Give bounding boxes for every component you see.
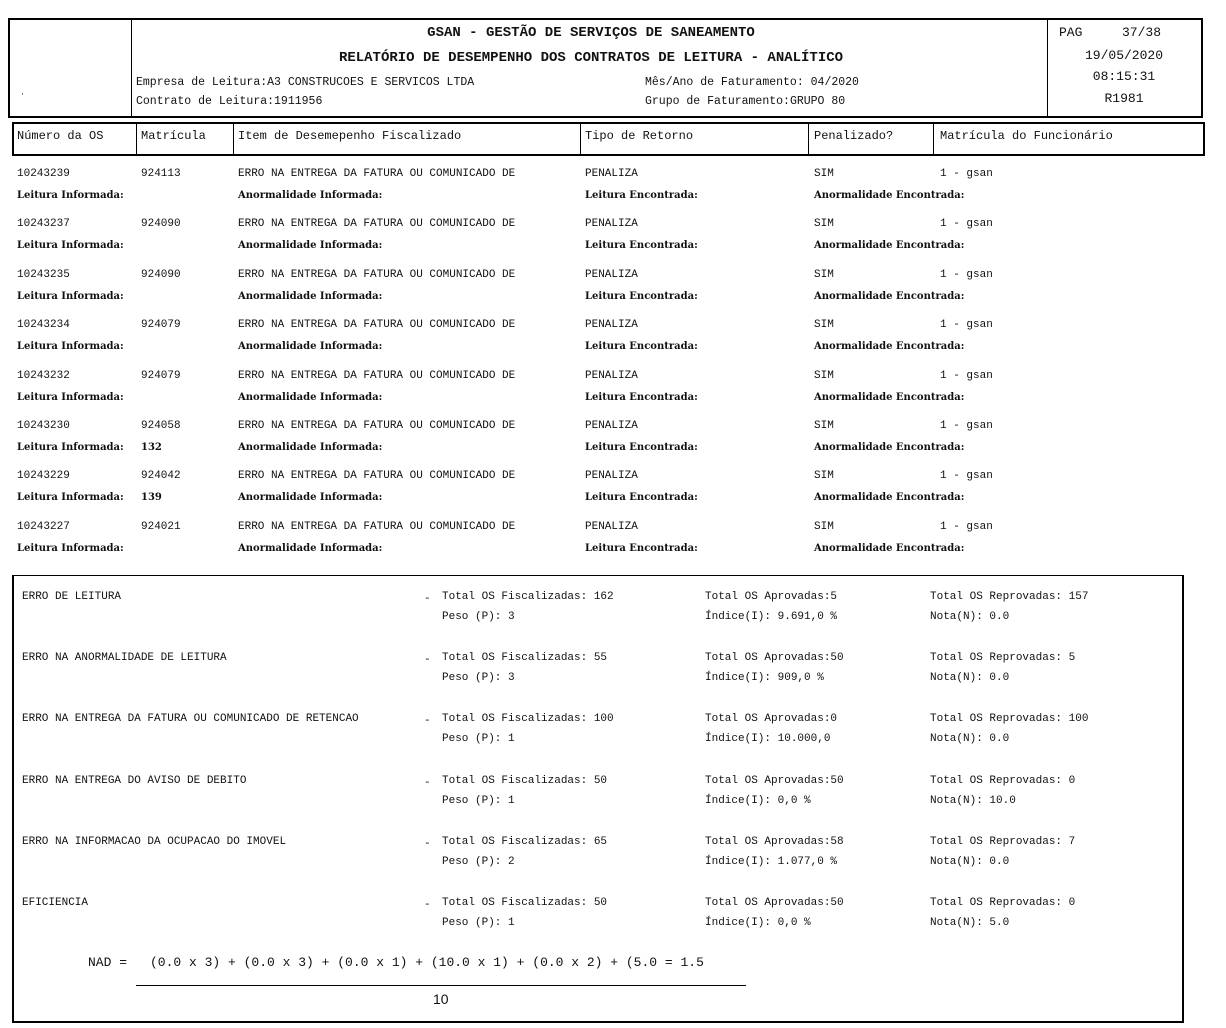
anormalidade-informada-label: Anormalidade Informada: (238, 291, 383, 302)
leitura-encontrada-label: Leitura Encontrada: (585, 341, 698, 352)
matricula-funcionario: 1 - gsan (940, 218, 993, 230)
report-title: RELATÓRIO DE DESEMPENHO DOS CONTRATOS DE LEITURA - ANALÍTICO (338, 50, 844, 66)
page-number: 37/38 (1122, 25, 1162, 40)
col-tipo-retorno: Tipo de Retorno (585, 129, 694, 143)
leitura-informada-label: Leitura Informada: (17, 341, 124, 352)
nad-formula: (0.0 x 3) + (0.0 x 3) + (0.0 x 1) + (10.0 x 1) + (0.0 x 2) + (5.0 = 1.5 (150, 955, 704, 970)
os-number: 10243227 (17, 521, 70, 533)
mes-value: 04/2020 (810, 76, 859, 89)
os-number: 10243237 (17, 218, 70, 230)
summary-item-name: ERRO DE LEITURA (22, 591, 122, 603)
nota: Nota(N): 0.0 (930, 672, 1010, 684)
indice: Índice(I): 0,0 % (705, 917, 811, 929)
tipo-retorno: PENALIZA (585, 521, 638, 533)
matricula: 924058 (141, 420, 181, 432)
anormalidade-encontrada-label: Anormalidade Encontrada: (814, 442, 965, 453)
anormalidade-informada-label: Anormalidade Informada: (238, 341, 383, 352)
col-divider-1 (136, 122, 137, 156)
os-number: 10243239 (17, 168, 70, 180)
col-penalizado: Penalizado? (814, 129, 894, 143)
leitura-encontrada-label: Leitura Encontrada: (585, 240, 698, 251)
summary-dash: - (424, 654, 431, 666)
total-reprovadas: Total OS Reprovadas: 100 (930, 713, 1089, 725)
total-fiscalizadas: Total OS Fiscalizadas: 55 (442, 652, 608, 664)
matricula-funcionario: 1 - gsan (940, 319, 993, 331)
matricula: 924079 (141, 370, 181, 382)
item-desempenho: ERRO NA ENTREGA DA FATURA OU COMUNICADO DE (238, 269, 516, 281)
leitura-encontrada-label: Leitura Encontrada: (585, 392, 698, 403)
grupo-value: GRUPO 80 (789, 95, 846, 108)
summary-item-name: ERRO NA INFORMACAO DA OCUPACAO DO IMOVEL (22, 836, 287, 848)
total-aprovadas: Total OS Aprovadas:0 (705, 713, 838, 725)
page-label: PAG (1059, 25, 1083, 40)
summary-item-name: ERRO NA ENTREGA DA FATURA OU COMUNICADO DE RETENCAO (22, 713, 359, 725)
leitura-informada-label: Leitura Informada: (17, 543, 124, 554)
matricula: 924042 (141, 470, 181, 482)
report-time: 08:15:31 (1092, 69, 1156, 84)
peso: Peso (P): 1 (442, 795, 515, 807)
leitura-informada-label: Leitura Informada: (17, 392, 124, 403)
anormalidade-encontrada-label: Anormalidade Encontrada: (814, 291, 965, 302)
anormalidade-informada-label: Anormalidade Informada: (238, 392, 383, 403)
summary-item-name: ERRO NA ANORMALIDADE DE LEITURA (22, 652, 227, 664)
os-number: 10243235 (17, 269, 70, 281)
grupo-line (645, 95, 845, 108)
indice: Índice(I): 0,0 % (705, 795, 811, 807)
item-desempenho: ERRO NA ENTREGA DA FATURA OU COMUNICADO DE (238, 420, 516, 432)
empresa-label: Empresa de Leitura: (136, 76, 268, 89)
anormalidade-encontrada-label: Anormalidade Encontrada: (814, 341, 965, 352)
report-date: 19/05/2020 (1084, 48, 1163, 63)
total-aprovadas: Total OS Aprovadas:50 (705, 652, 844, 664)
col-divider-5 (933, 122, 934, 156)
item-desempenho: ERRO NA ENTREGA DA FATURA OU COMUNICADO DE (238, 168, 516, 180)
total-fiscalizadas: Total OS Fiscalizadas: 162 (442, 591, 614, 603)
col-divider-3 (580, 122, 581, 156)
total-aprovadas: Total OS Aprovadas:5 (705, 591, 838, 603)
indice: Índice(I): 10.000,0 (705, 733, 831, 745)
anormalidade-encontrada-label: Anormalidade Encontrada: (814, 492, 965, 503)
peso: Peso (P): 1 (442, 733, 515, 745)
leitura-informada-label: Leitura Informada: (17, 190, 124, 201)
matricula: 924113 (141, 168, 181, 180)
mes-line (645, 76, 859, 89)
leitura-encontrada-label: Leitura Encontrada: (585, 492, 698, 503)
tipo-retorno: PENALIZA (585, 319, 638, 331)
matricula-funcionario: 1 - gsan (940, 370, 993, 382)
system-title: GSAN - GESTÃO DE SERVIÇOS DE SANEAMENTO (427, 25, 755, 41)
tipo-retorno: PENALIZA (585, 370, 638, 382)
penalizado: SIM (814, 319, 834, 331)
matricula-funcionario: 1 - gsan (940, 420, 993, 432)
leitura-informada-label: Leitura Informada: (17, 240, 124, 251)
penalizado: SIM (814, 521, 834, 533)
contrato-value: 1911956 (274, 95, 323, 108)
total-fiscalizadas: Total OS Fiscalizadas: 50 (442, 897, 608, 909)
item-desempenho: ERRO NA ENTREGA DA FATURA OU COMUNICADO DE (238, 370, 516, 382)
leitura-encontrada-label: Leitura Encontrada: (585, 543, 698, 554)
col-divider-4 (808, 122, 809, 156)
empresa-value: A3 CONSTRUCOES E SERVICOS LTDA (267, 76, 475, 89)
total-reprovadas: Total OS Reprovadas: 0 (930, 897, 1076, 909)
summary-item-name: EFICIENCIA (22, 897, 89, 909)
summary-dash: - (424, 593, 431, 605)
col-divider-2 (233, 122, 234, 156)
tipo-retorno: PENALIZA (585, 269, 638, 281)
peso: Peso (P): 3 (442, 611, 515, 623)
nota: Nota(N): 0.0 (930, 611, 1010, 623)
anormalidade-informada-label: Anormalidade Informada: (238, 190, 383, 201)
matricula: 924090 (141, 218, 181, 230)
anormalidade-encontrada-label: Anormalidade Encontrada: (814, 190, 965, 201)
tipo-retorno: PENALIZA (585, 420, 638, 432)
total-reprovadas: Total OS Reprovadas: 5 (930, 652, 1076, 664)
os-number: 10243230 (17, 420, 70, 432)
total-fiscalizadas: Total OS Fiscalizadas: 50 (442, 775, 608, 787)
summary-dash: - (424, 777, 431, 789)
anormalidade-encontrada-label: Anormalidade Encontrada: (814, 392, 965, 403)
summary-dash: - (424, 715, 431, 727)
anormalidade-informada-label: Anormalidade Informada: (238, 492, 383, 503)
tipo-retorno: PENALIZA (585, 470, 638, 482)
leitura-informada-value: 132 (141, 442, 162, 453)
anormalidade-encontrada-label: Anormalidade Encontrada: (814, 240, 965, 251)
anormalidade-informada-label: Anormalidade Informada: (238, 240, 383, 251)
leitura-informada-label: Leitura Informada: (17, 442, 124, 453)
penalizado: SIM (814, 218, 834, 230)
summary-dash: - (424, 899, 431, 911)
summary-item-name: ERRO NA ENTREGA DO AVISO DE DEBITO (22, 775, 247, 787)
indice: Índice(I): 909,0 % (705, 672, 824, 684)
matricula: 924021 (141, 521, 181, 533)
indice: Índice(I): 9.691,0 % (705, 611, 838, 623)
leitura-informada-label: Leitura Informada: (17, 291, 124, 302)
total-aprovadas: Total OS Aprovadas:58 (705, 836, 844, 848)
col-matricula: Matrícula (141, 129, 206, 143)
matricula: 924079 (141, 319, 181, 331)
total-reprovadas: Total OS Reprovadas: 0 (930, 775, 1076, 787)
os-number: 10243234 (17, 319, 70, 331)
total-aprovadas: Total OS Aprovadas:50 (705, 775, 844, 787)
item-desempenho: ERRO NA ENTREGA DA FATURA OU COMUNICADO DE (238, 521, 516, 533)
os-number: 10243232 (17, 370, 70, 382)
penalizado: SIM (814, 168, 834, 180)
penalizado: SIM (814, 470, 834, 482)
total-reprovadas: Total OS Reprovadas: 157 (930, 591, 1089, 603)
nota: Nota(N): 5.0 (930, 917, 1010, 929)
peso: Peso (P): 2 (442, 856, 515, 868)
penalizado: SIM (814, 370, 834, 382)
tipo-retorno: PENALIZA (585, 218, 638, 230)
total-reprovadas: Total OS Reprovadas: 7 (930, 836, 1076, 848)
empresa-line (136, 76, 474, 89)
nad-fraction-line (136, 985, 746, 986)
col-matricula-func: Matrícula do Funcionário (940, 129, 1113, 143)
anormalidade-encontrada-label: Anormalidade Encontrada: (814, 543, 965, 554)
peso: Peso (P): 3 (442, 672, 515, 684)
summary-dash: - (424, 838, 431, 850)
total-fiscalizadas: Total OS Fiscalizadas: 100 (442, 713, 614, 725)
grupo-label: Grupo de Faturamento: (645, 95, 790, 108)
anormalidade-informada-label: Anormalidade Informada: (238, 442, 383, 453)
leitura-encontrada-label: Leitura Encontrada: (585, 442, 698, 453)
item-desempenho: ERRO NA ENTREGA DA FATURA OU COMUNICADO DE (238, 319, 516, 331)
header-logo-dot: · (20, 90, 25, 99)
leitura-encontrada-label: Leitura Encontrada: (585, 190, 698, 201)
peso: Peso (P): 1 (442, 917, 515, 929)
leitura-informada-label: Leitura Informada: (17, 492, 124, 503)
nad-denominator: 10 (433, 991, 449, 1007)
penalizado: SIM (814, 269, 834, 281)
total-aprovadas: Total OS Aprovadas:50 (705, 897, 844, 909)
mes-label: Mês/Ano de Faturamento: (645, 76, 804, 89)
col-numero-os: Número da OS (17, 129, 104, 143)
matricula: 924090 (141, 269, 181, 281)
leitura-informada-value: 139 (141, 492, 162, 503)
matricula-funcionario: 1 - gsan (940, 521, 993, 533)
indice: Índice(I): 1.077,0 % (705, 856, 838, 868)
contrato-label: Contrato de Leitura: (136, 95, 275, 108)
anormalidade-informada-label: Anormalidade Informada: (238, 543, 383, 554)
matricula-funcionario: 1 - gsan (940, 269, 993, 281)
nota: Nota(N): 0.0 (930, 733, 1010, 745)
report-code: R1981 (1104, 91, 1144, 106)
contrato-line (136, 95, 322, 108)
nad-label: NAD = (88, 955, 128, 970)
matricula-funcionario: 1 - gsan (940, 470, 993, 482)
matricula-funcionario: 1 - gsan (940, 168, 993, 180)
penalizado: SIM (814, 420, 834, 432)
item-desempenho: ERRO NA ENTREGA DA FATURA OU COMUNICADO DE (238, 218, 516, 230)
item-desempenho: ERRO NA ENTREGA DA FATURA OU COMUNICADO DE (238, 470, 516, 482)
nota: Nota(N): 0.0 (930, 856, 1010, 868)
leitura-encontrada-label: Leitura Encontrada: (585, 291, 698, 302)
tipo-retorno: PENALIZA (585, 168, 638, 180)
os-number: 10243229 (17, 470, 70, 482)
total-fiscalizadas: Total OS Fiscalizadas: 65 (442, 836, 608, 848)
nota: Nota(N): 10.0 (930, 795, 1016, 807)
col-item: Item de Desemepenho Fiscalizado (238, 129, 462, 143)
